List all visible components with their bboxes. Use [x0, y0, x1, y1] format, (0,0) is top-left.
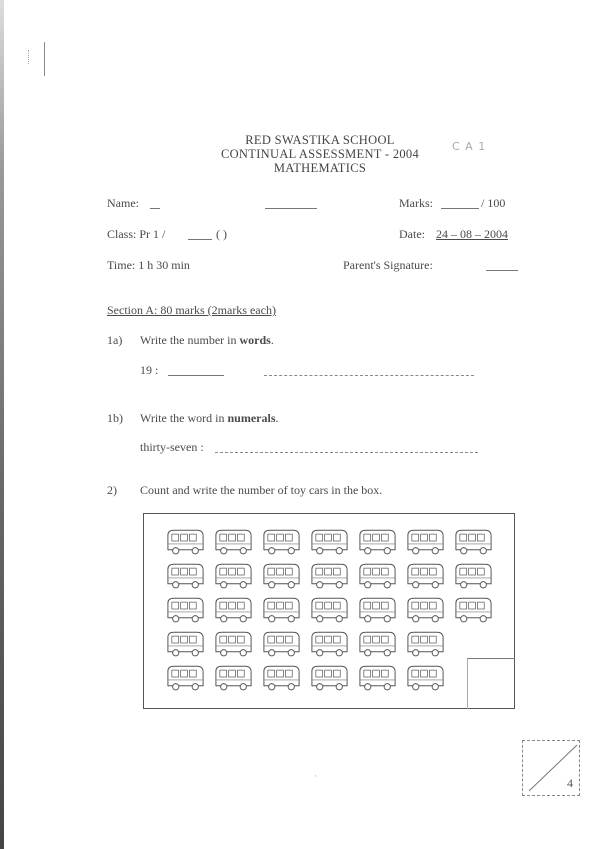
toy-bus-icon — [164, 628, 207, 658]
signature-label: Parent's Signature: — [343, 258, 433, 272]
toy-bus-icon — [356, 628, 399, 658]
marks-total: / 100 — [481, 196, 506, 210]
toy-bus-icon — [260, 628, 303, 658]
handwritten-note: C A 1 — [452, 140, 487, 153]
scan-mark — [44, 42, 47, 76]
toy-bus-icon — [404, 526, 447, 556]
page-mark: · — [314, 771, 317, 781]
toy-bus-icon — [356, 662, 399, 692]
marks-label: Marks: — [399, 196, 433, 210]
toy-bus-icon — [452, 560, 495, 590]
toy-bus-icon — [452, 526, 495, 556]
toy-car-grid — [164, 526, 500, 696]
question-number: 2) — [107, 483, 117, 497]
toy-bus-icon — [212, 662, 255, 692]
toy-bus-icon — [356, 526, 399, 556]
scan-mark — [28, 50, 30, 64]
toy-car-row — [164, 628, 500, 662]
question-prompt: Write the word in numerals. — [140, 411, 279, 425]
toy-bus-icon — [356, 594, 399, 624]
toy-bus-icon — [260, 662, 303, 692]
toy-car-row — [164, 662, 500, 696]
school-name: RED SWASTIKA SCHOOL — [245, 133, 395, 147]
question-item: 19 : — [140, 363, 159, 377]
signature-line[interactable] — [486, 270, 518, 271]
toy-bus-icon — [164, 526, 207, 556]
date-value: 24 – 08 – 2004 — [436, 227, 508, 241]
score-box — [522, 740, 580, 796]
name-line[interactable] — [265, 208, 317, 209]
toy-bus-icon — [404, 594, 447, 624]
toy-bus-icon — [212, 560, 255, 590]
subject-title: MATHEMATICS — [273, 161, 367, 175]
question-prompt: Count and write the number of toy cars in the box. — [140, 483, 383, 497]
class-label: Class: Pr 1 / — [107, 227, 166, 241]
toy-bus-icon — [356, 560, 399, 590]
name-label: Name: — [107, 196, 139, 210]
toy-bus-icon — [212, 628, 255, 658]
toy-bus-icon — [308, 628, 351, 658]
toy-bus-icon — [260, 594, 303, 624]
toy-car-row — [164, 526, 500, 560]
toy-bus-icon — [404, 560, 447, 590]
question-number: 1a) — [107, 333, 123, 347]
toy-car-row — [164, 560, 500, 594]
assessment-title: CONTINUAL ASSESSMENT - 2004 — [220, 147, 420, 161]
toy-bus-icon — [164, 560, 207, 590]
answer-line[interactable] — [215, 452, 478, 453]
question-item: thirty-seven : — [140, 440, 204, 454]
toy-car-box — [143, 513, 515, 709]
toy-bus-icon — [260, 526, 303, 556]
name-line-start — [150, 208, 160, 209]
toy-bus-icon — [404, 662, 447, 692]
toy-bus-icon — [404, 628, 447, 658]
exam-header — [0, 133, 600, 175]
question-number: 1b) — [107, 411, 123, 425]
class-register: ( ) — [216, 227, 227, 241]
toy-bus-icon — [308, 526, 351, 556]
toy-bus-icon — [164, 662, 207, 692]
toy-car-row — [164, 594, 500, 628]
marks-line[interactable] — [441, 208, 479, 209]
date-label: Date: — [399, 227, 425, 241]
toy-bus-icon — [452, 594, 495, 624]
question-prompt: Write the number in words. — [140, 333, 274, 347]
toy-bus-icon — [164, 594, 207, 624]
toy-bus-icon — [212, 526, 255, 556]
toy-bus-icon — [212, 594, 255, 624]
class-line[interactable] — [188, 239, 212, 240]
toy-bus-icon — [260, 560, 303, 590]
toy-bus-icon — [308, 662, 351, 692]
page-number: 4 — [567, 776, 573, 790]
time-label: Time: 1 h 30 min — [107, 258, 190, 272]
section-a-title: Section A: 80 marks (2marks each) — [107, 303, 276, 317]
scan-left-edge — [0, 0, 4, 849]
answer-line-short[interactable] — [168, 375, 224, 376]
answer-line[interactable] — [264, 375, 474, 376]
answer-box[interactable] — [467, 658, 515, 709]
toy-bus-icon — [308, 560, 351, 590]
toy-bus-icon — [308, 594, 351, 624]
